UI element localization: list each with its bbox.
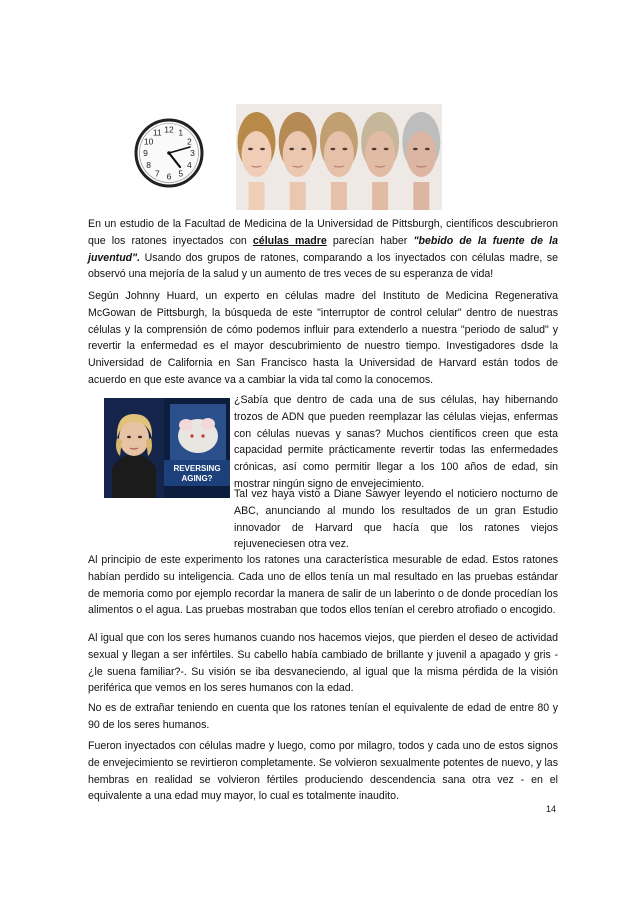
stem-cells-link[interactable]: células madre — [252, 234, 327, 247]
clock-numeral: 3 — [190, 148, 195, 158]
aging-face — [402, 112, 440, 210]
paragraph-huard: Según Johnny Huard, un experto en células madre del Instituto de Medicina Regenerativa McGowan de Pittsburgh, la búsqueda de este "interruptor de control celular" dentro de nuestras células y la comprensión de cómo podemos influir para extenderlo a nuestra "periodo de salud" y revertir la enfermedad es el mayor descubrimiento de nuestro tiempo. Investigadores dsde la Universidad de California en San Francisco hasta la Universidad de Harvard están todos de acuerdo en que este avance va a cambiar la vida tal como la conocemos. — [88, 290, 558, 386]
paragraph-age-equivalent: No es de extrañar teniendo en cuenta que los ratones tenían el equivalente de edad de entre 80 y 90 de los seres humanos. — [88, 702, 558, 731]
clock-image — [134, 118, 204, 188]
clock-numeral: 6 — [166, 171, 172, 182]
aging-faces-image — [236, 104, 442, 210]
news-broadcast-image — [104, 398, 230, 498]
aging-face — [361, 112, 399, 210]
clock-numeral: 8 — [146, 159, 152, 170]
aging-face — [320, 112, 358, 210]
clock-numeral: 12 — [164, 124, 174, 135]
paragraph-dna-question: ¿Sabía que dentro de cada una de sus células, hay hibernando trozos de ADN que pueden reemplazar las células viejas, enfermas con células nuevas y sanas? Muchos científicos creen que esta capacidad permite prácticamente revertir todas las enfermedades crónicas, así como permitir llegar a los 100 años de edad, sin mostrar ningún signo de envejecimiento. — [234, 394, 558, 490]
paragraph-diane-sawyer: Tal vez haya visto a Diane Sawyer leyendo el noticiero nocturno de ABC, anunciando al mundo los resultados de un gran Estudio innovador de Harvard que hacía que los ratones viejos rejuveneciesen otra vez. — [234, 488, 558, 551]
clock-numeral: 11 — [152, 127, 162, 138]
paragraph-results: Fueron inyectados con células madre y luego, como por milagro, todos y cada uno de estos signos de envejecimiento se revirtieron completamente. Se volvieron sexualmente potentes de nuevo, y las hembras en realidad se volvieron fértiles produciendo descendencia sana otra vez - en el equivalente a una edad muy mayor, lo cual es totalmente inaudito. — [88, 740, 558, 803]
clock-numeral: 1 — [178, 127, 184, 138]
paragraph-aging-signs: Al igual que con los seres humanos cuando nos hacemos viejos, que pierden el deseo de actividad sexual y llegan a ser infértiles. Su cabello había cambiado de brillante y juvenil a apagado y gris -¿le suena familiar?-. Su visión se iba desvaneciendo, al igual que la misma pérdida de la visión periférica que vemos en los seres humanos con la edad. — [88, 632, 558, 695]
paragraph-intro: En un estudio de la Facultad de Medicina de la Universidad de Pittsburgh, científicos descubrieron que los ratones inyectados con células madre parecían haber "bebido de la fuente de la juventud". Usando dos grupos de ratones, comparando a los inyectados con células madre, se observó una mejoría de la salud y un aumento de tres veces de su esperanza de vida! — [88, 218, 559, 281]
clock-numeral: 5 — [178, 168, 184, 179]
clock-numeral: 2 — [186, 136, 192, 147]
page-number: 14 — [545, 804, 556, 814]
clock-numeral: 4 — [186, 159, 192, 170]
aging-face — [238, 112, 276, 210]
clock-numeral: 10 — [143, 136, 154, 147]
tv-caption-line-2: AGING? — [181, 474, 213, 483]
clock-numeral: 7 — [154, 168, 160, 179]
fountain-of-youth-quote: "bebido de la fuente de la juventud". — [88, 234, 559, 264]
clock-numeral: 9 — [143, 148, 148, 158]
paragraph-experiment: Al principio de este experimento los ratones una característica mesurable de edad. Estos ratones habían perdido su inteligencia. Cada uno de ellos tenía un mal resultado en las pruebas estándar de memoria como por ejemplo recordar la manera de salir de un laberinto o de donde procedían los alimentos o el agua. Las pruebas mostraban que todos ellos tenían el cerebro atrofiado o encogido. — [88, 554, 558, 617]
aging-face — [279, 112, 317, 210]
tv-caption-line-1: REVERSING — [173, 464, 221, 473]
